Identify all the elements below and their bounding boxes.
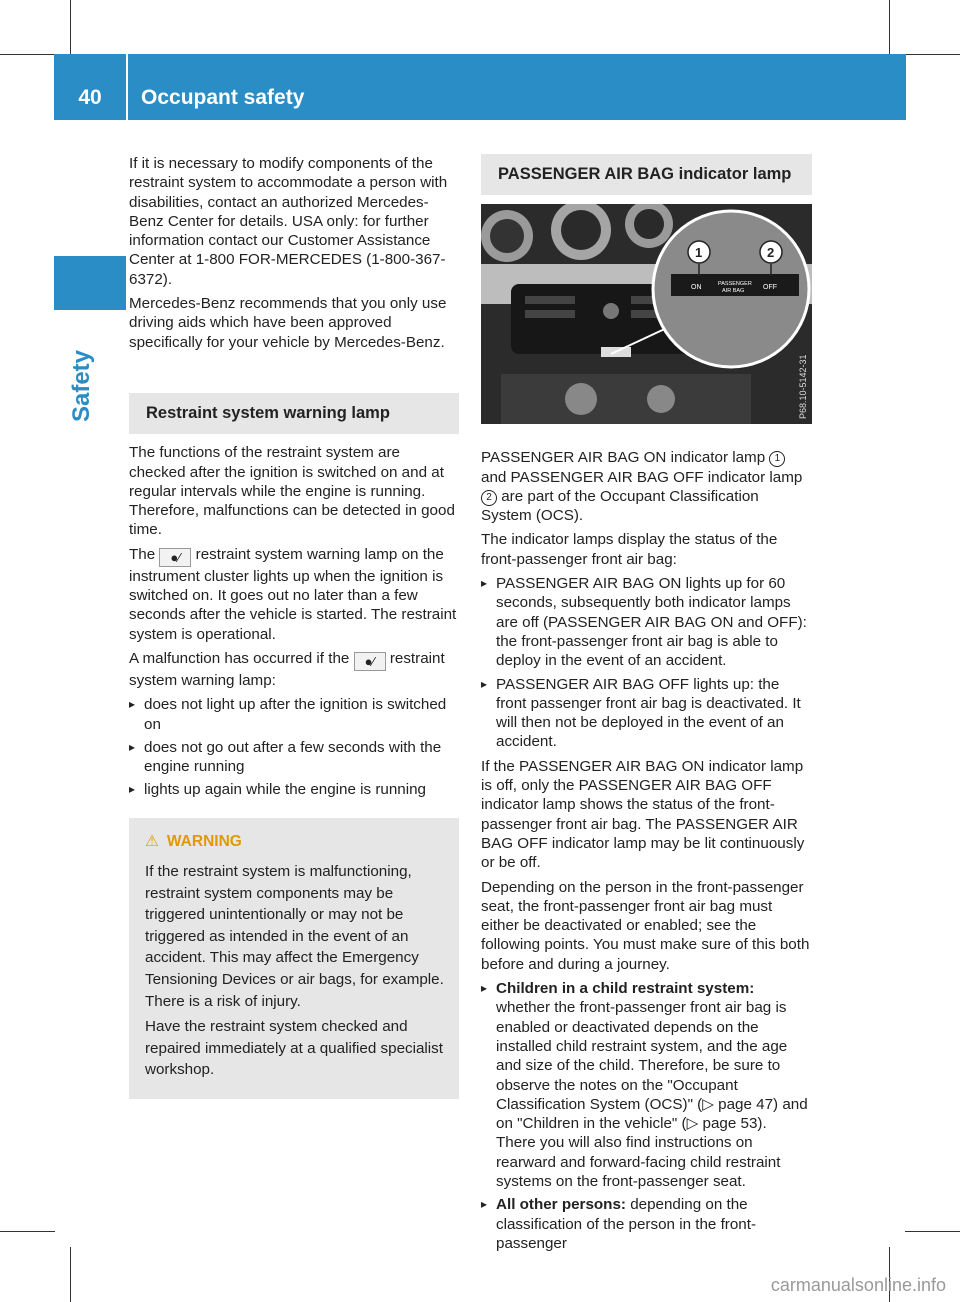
bullet-list: [129, 695, 459, 799]
paragraph: The functions of the restraint system are checked after the ignition is switched on and at regular intervals while the engine is running. Therefore, malfunctions can be detected in good time.: [129, 444, 455, 539]
intro-paragraph: If it is necessary to modify components of the restraint system to accommodate a person with disabilities, contact an authorized Mercedes-Benz Center for details. USA only: for further information contact our Customer Assistance Center at 1-800 FOR-MERCEDES (1-800-367-6372).: [129, 155, 448, 288]
callout-2-ref: 2: [481, 490, 497, 506]
paragraph: The ●⁄ restraint system warning lamp on the instrument cluster lights up when the ignition is switched on. It goes out no later than a few seconds after the vehicle is started. The restraint system is operational.: [129, 545, 457, 643]
bullet-list: [481, 979, 812, 1253]
header-divider: [126, 54, 128, 120]
lamp-center-label: AIR BAG: [722, 288, 745, 295]
list-item: ▸ lights up again while the engine is running: [129, 780, 459, 799]
right-column: [481, 154, 812, 1258]
page-number: 40: [78, 86, 102, 109]
dashboard-photo: [481, 204, 812, 424]
warning-box: [129, 818, 459, 1099]
list-item: ▸ PASSENGER AIR BAG ON lights up for 60 seconds, subsequently both indicator lamps are off (PASSENGER AIR BAG ON and OFF): the front-passenger front air bag is able to deploy in the event of an accident.: [481, 574, 812, 670]
section-heading: PASSENGER AIR BAG indicator lamp: [481, 154, 812, 195]
lamp-center-label: PASSENGER: [718, 281, 752, 288]
warning-text: If the restraint system is malfunctioning, restraint system components may be triggered unintentionally or may not be triggered as intended in the event of an accident. This may affect the Emergency Tensioning Devices or air bags, for example. There is a risk of injury.: [145, 863, 444, 1010]
restraint-warning-icon: ●⁄: [354, 652, 386, 671]
page-title: Occupant safety: [141, 86, 305, 109]
crop-mark: [889, 0, 890, 55]
warning-text: Have the restraint system checked and repaired immediately at a qualified specialist workshop.: [145, 1018, 443, 1079]
warning-heading: ⚠ WARNING: [145, 832, 242, 850]
section-heading: Restraint system warning lamp: [129, 393, 459, 434]
side-tab-label: Safety: [68, 349, 95, 423]
bullet-list: [481, 574, 812, 752]
paragraph: Depending on the person in the front-passenger seat, the front-passenger front air bag must either be deactivated or enabled; see the following points. You must make sure of this both before and during a journey.: [481, 878, 810, 973]
crop-mark: [70, 0, 71, 55]
list-item: ▸ does not light up after the ignition is switched on: [129, 695, 459, 734]
lamp-on-label: ON: [691, 284, 702, 292]
crop-mark: [0, 54, 55, 55]
paragraph: A malfunction has occurred if the ●⁄ restraint system warning lamp:: [129, 649, 445, 689]
crop-mark: [0, 1231, 55, 1232]
paragraph: If the PASSENGER AIR BAG ON indicator lamp is off, only the PASSENGER AIR BAG OFF indicator lamp shows the status of the front-passenger front air bag. The PASSENGER AIR BAG OFF indicator lamp may be lit continuously or be off.: [481, 757, 805, 872]
crop-mark: [905, 54, 960, 55]
intro-paragraph: Mercedes-Benz recommends that you only use driving aids which have been approved specifically for your vehicle by Mercedes-Benz.: [129, 295, 447, 351]
paragraph: The indicator lamps display the status of the front-passenger front air bag:: [481, 531, 778, 568]
crop-mark: [70, 1247, 71, 1302]
lamp-off-label: OFF: [763, 284, 777, 292]
list-item: ▸ All other persons: depending on the classification of the person in the front-passenger: [481, 1195, 812, 1253]
image-code: P68.10-5142-31: [798, 354, 808, 420]
dashboard-illustration: [481, 204, 812, 424]
side-tab-block: [54, 256, 126, 310]
left-column: [129, 154, 459, 1099]
callout-1-ref: 1: [769, 451, 785, 467]
list-item: ▸ Children in a child restraint system: whether the front-passenger front air bag is enabled or deactivated depends on the installed child restraint system, and the age and size of the child. Therefore, be sure to observe the notes on the "Occupant Classification System (OCS)" (▷ page 47) and on "Children in the vehicle" (▷ page 53). There you will also find instructions on rearward and forward-facing child restraint systems on the front-passenger seat.: [481, 979, 812, 1191]
list-item: ▸ does not go out after a few seconds with the engine running: [129, 738, 459, 777]
crop-mark: [905, 1231, 960, 1232]
restraint-warning-icon: ●⁄: [159, 548, 191, 567]
paragraph: PASSENGER AIR BAG ON indicator lamp 1 and PASSENGER AIR BAG OFF indicator lamp 2 are part of the Occupant Classification System (OCS).: [481, 449, 803, 525]
warning-triangle-icon: ⚠: [145, 832, 159, 850]
watermark: carmanualsonline.info: [770, 1275, 946, 1295]
callout-1: 1: [695, 245, 703, 261]
list-item: ▸ PASSENGER AIR BAG OFF lights up: the front passenger front air bag is deactivated. It will then not be deployed in the event of an accident.: [481, 675, 812, 752]
callout-2: 2: [767, 245, 775, 261]
